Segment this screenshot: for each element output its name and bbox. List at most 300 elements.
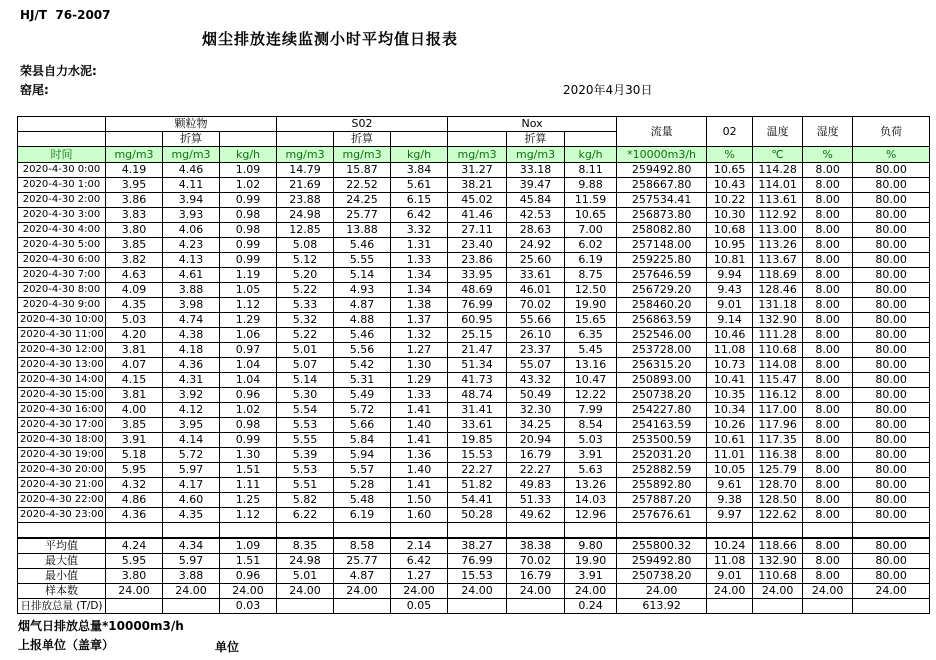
value-cell: 250738.20 — [617, 569, 707, 584]
value-cell: 76.99 — [448, 298, 507, 313]
time-cell: 2020-4-30 4:00 — [18, 223, 106, 238]
table-row — [18, 163, 930, 178]
value-cell: 1.29 — [391, 373, 448, 388]
value-cell: 9.61 — [707, 478, 753, 493]
value-cell: 0.98 — [220, 208, 277, 223]
value-cell: 19.90 — [565, 298, 617, 313]
value-cell: 10.95 — [707, 238, 753, 253]
value-cell: 6.02 — [565, 238, 617, 253]
value-cell: 253500.59 — [617, 433, 707, 448]
value-cell: 13.26 — [565, 478, 617, 493]
unit-cell: mg/m3 — [163, 147, 220, 163]
value-cell: 4.23 — [163, 238, 220, 253]
value-cell: 3.93 — [163, 208, 220, 223]
value-cell: 24.00 — [220, 584, 277, 599]
value-cell: 3.32 — [391, 223, 448, 238]
empty-cell — [803, 523, 853, 539]
value-cell: 117.96 — [753, 418, 803, 433]
value-cell: 80.00 — [853, 343, 930, 358]
value-cell: 4.87 — [334, 298, 391, 313]
value-cell: 5.14 — [334, 268, 391, 283]
value-cell: 10.65 — [565, 208, 617, 223]
summary-label-cell: 平均值 — [18, 538, 106, 554]
value-cell: 1.36 — [391, 448, 448, 463]
value-cell: 5.30 — [277, 388, 334, 403]
empty-cell — [707, 523, 753, 539]
value-cell: 4.35 — [106, 298, 163, 313]
value-cell: 80.00 — [853, 373, 930, 388]
value-cell: 4.46 — [163, 163, 220, 178]
value-cell — [753, 599, 803, 614]
value-cell: 5.61 — [391, 178, 448, 193]
time-cell: 2020-4-30 14:00 — [18, 373, 106, 388]
value-cell: 80.00 — [853, 253, 930, 268]
flue-gas-total-note: 烟气日排放总量*10000m3/h — [18, 619, 184, 633]
table-row — [18, 328, 930, 343]
value-cell — [163, 599, 220, 614]
value-cell: 1.27 — [391, 569, 448, 584]
unit-cell: % — [853, 147, 930, 163]
value-cell: 19.90 — [565, 554, 617, 569]
value-cell: 39.47 — [507, 178, 565, 193]
value-cell: 114.01 — [753, 178, 803, 193]
header-load: 负荷 — [853, 117, 930, 147]
value-cell: 22.52 — [334, 178, 391, 193]
value-cell: 12.96 — [565, 508, 617, 523]
unit-cell: % — [707, 147, 753, 163]
value-cell: 10.30 — [707, 208, 753, 223]
value-cell: 23.37 — [507, 343, 565, 358]
value-cell: 4.11 — [163, 178, 220, 193]
value-cell: 70.02 — [507, 554, 565, 569]
value-cell: 4.74 — [163, 313, 220, 328]
value-cell: 13.16 — [565, 358, 617, 373]
value-cell: 8.00 — [803, 388, 853, 403]
time-cell: 2020-4-30 7:00 — [18, 268, 106, 283]
value-cell: 8.00 — [803, 433, 853, 448]
time-cell: 2020-4-30 3:00 — [18, 208, 106, 223]
value-cell: 118.66 — [753, 538, 803, 554]
table-row — [18, 388, 930, 403]
value-cell: 1.12 — [220, 298, 277, 313]
value-cell: 8.00 — [803, 298, 853, 313]
value-cell: 8.00 — [803, 328, 853, 343]
value-cell: 2.14 — [391, 538, 448, 554]
empty-cell — [277, 523, 334, 539]
value-cell: 9.94 — [707, 268, 753, 283]
value-cell: 5.46 — [334, 328, 391, 343]
value-cell: 5.57 — [334, 463, 391, 478]
table-row — [18, 298, 930, 313]
value-cell: 25.77 — [334, 208, 391, 223]
value-cell: 110.68 — [753, 569, 803, 584]
empty-cell — [163, 523, 220, 539]
empty-cell — [617, 523, 707, 539]
value-cell: 80.00 — [853, 418, 930, 433]
empty-cell — [18, 523, 106, 539]
value-cell: 252031.20 — [617, 448, 707, 463]
value-cell: 1.41 — [391, 478, 448, 493]
value-cell: 4.60 — [163, 493, 220, 508]
value-cell: 76.99 — [448, 554, 507, 569]
value-cell: 33.18 — [507, 163, 565, 178]
value-cell: 21.69 — [277, 178, 334, 193]
value-cell: 25.77 — [334, 554, 391, 569]
time-cell: 2020-4-30 1:00 — [18, 178, 106, 193]
value-cell: 255892.80 — [617, 478, 707, 493]
value-cell: 5.84 — [334, 433, 391, 448]
time-cell: 2020-4-30 16:00 — [18, 403, 106, 418]
value-cell — [334, 599, 391, 614]
unit-cell: mg/m3 — [448, 147, 507, 163]
summary-row — [18, 569, 930, 584]
value-cell: 1.12 — [220, 508, 277, 523]
value-cell: 4.06 — [163, 223, 220, 238]
unit-cell: mg/m3 — [507, 147, 565, 163]
value-cell: 42.53 — [507, 208, 565, 223]
value-cell: 4.93 — [334, 283, 391, 298]
value-cell: 4.36 — [163, 358, 220, 373]
value-cell: 24.25 — [334, 193, 391, 208]
value-cell: 113.61 — [753, 193, 803, 208]
value-cell: 10.41 — [707, 373, 753, 388]
value-cell: 3.88 — [163, 283, 220, 298]
kiln-label: 窑尾: — [20, 83, 49, 97]
value-cell: 8.00 — [803, 163, 853, 178]
value-cell: 50.49 — [507, 388, 565, 403]
value-cell: 9.14 — [707, 313, 753, 328]
time-cell: 2020-4-30 17:00 — [18, 418, 106, 433]
value-cell: 9.01 — [707, 298, 753, 313]
value-cell: 1.02 — [220, 403, 277, 418]
value-cell: 0.98 — [220, 223, 277, 238]
value-cell: 113.67 — [753, 253, 803, 268]
value-cell: 80.00 — [853, 403, 930, 418]
value-cell: 1.51 — [220, 463, 277, 478]
value-cell: 113.26 — [753, 238, 803, 253]
value-cell: 80.00 — [853, 478, 930, 493]
value-cell: 8.00 — [803, 418, 853, 433]
empty-cell — [753, 523, 803, 539]
value-cell: 8.00 — [803, 208, 853, 223]
value-cell: 80.00 — [853, 298, 930, 313]
value-cell: 0.99 — [220, 193, 277, 208]
value-cell: 5.22 — [277, 283, 334, 298]
company-label: 荣县自力水泥: — [20, 64, 97, 78]
value-cell: 8.00 — [803, 463, 853, 478]
value-cell: 10.68 — [707, 223, 753, 238]
value-cell: 15.87 — [334, 163, 391, 178]
value-cell: 1.25 — [220, 493, 277, 508]
value-cell: 0.96 — [220, 569, 277, 584]
value-cell: 49.62 — [507, 508, 565, 523]
empty-cell — [220, 523, 277, 539]
value-cell: 0.05 — [391, 599, 448, 614]
time-cell: 2020-4-30 0:00 — [18, 163, 106, 178]
empty-cell — [507, 523, 565, 539]
value-cell: 24.00 — [106, 584, 163, 599]
time-header: 时间 — [18, 147, 106, 163]
value-cell: 1.09 — [220, 163, 277, 178]
value-cell: 55.07 — [507, 358, 565, 373]
value-cell: 1.40 — [391, 463, 448, 478]
value-cell: 1.19 — [220, 268, 277, 283]
value-cell: 20.94 — [507, 433, 565, 448]
value-cell: 8.00 — [803, 253, 853, 268]
value-cell: 80.00 — [853, 538, 930, 554]
value-cell: 10.22 — [707, 193, 753, 208]
value-cell: 257676.61 — [617, 508, 707, 523]
value-cell: 3.82 — [106, 253, 163, 268]
time-cell: 2020-4-30 10:00 — [18, 313, 106, 328]
value-cell: 10.65 — [707, 163, 753, 178]
value-cell: 38.21 — [448, 178, 507, 193]
value-cell: 5.94 — [334, 448, 391, 463]
value-cell: 4.86 — [106, 493, 163, 508]
value-cell: 252882.59 — [617, 463, 707, 478]
value-cell: 80.00 — [853, 493, 930, 508]
value-cell: 8.00 — [803, 403, 853, 418]
value-cell: 1.32 — [391, 328, 448, 343]
value-cell: 8.00 — [803, 193, 853, 208]
value-cell: 10.05 — [707, 463, 753, 478]
value-cell: 118.69 — [753, 268, 803, 283]
value-cell: 6.35 — [565, 328, 617, 343]
value-cell: 80.00 — [853, 554, 930, 569]
value-cell: 5.95 — [106, 554, 163, 569]
time-cell: 2020-4-30 15:00 — [18, 388, 106, 403]
value-cell: 5.39 — [277, 448, 334, 463]
value-cell: 4.18 — [163, 343, 220, 358]
value-cell: 5.03 — [106, 313, 163, 328]
value-cell: 5.20 — [277, 268, 334, 283]
value-cell: 6.42 — [391, 208, 448, 223]
table-row — [18, 403, 930, 418]
value-cell: 5.97 — [163, 463, 220, 478]
value-cell: 23.86 — [448, 253, 507, 268]
value-cell: 8.54 — [565, 418, 617, 433]
value-cell: 4.13 — [163, 253, 220, 268]
value-cell: 80.00 — [853, 508, 930, 523]
page-title: 烟尘排放连续监测小时平均值日报表 — [201, 30, 458, 48]
value-cell: 1.51 — [220, 554, 277, 569]
value-cell: 1.41 — [391, 403, 448, 418]
value-cell: 6.42 — [391, 554, 448, 569]
value-cell: 60.95 — [448, 313, 507, 328]
value-cell: 8.00 — [803, 554, 853, 569]
table-row — [18, 268, 930, 283]
value-cell: 8.00 — [803, 238, 853, 253]
time-cell: 2020-4-30 12:00 — [18, 343, 106, 358]
value-cell: 0.99 — [220, 433, 277, 448]
value-cell: 80.00 — [853, 388, 930, 403]
value-cell: 1.11 — [220, 478, 277, 493]
value-cell: 80.00 — [853, 328, 930, 343]
value-cell: 4.15 — [106, 373, 163, 388]
value-cell: 4.07 — [106, 358, 163, 373]
value-cell: 15.53 — [448, 448, 507, 463]
value-cell: 41.46 — [448, 208, 507, 223]
value-cell: 13.88 — [334, 223, 391, 238]
time-cell: 2020-4-30 5:00 — [18, 238, 106, 253]
value-cell: 32.30 — [507, 403, 565, 418]
value-cell: 5.56 — [334, 343, 391, 358]
value-cell: 0.99 — [220, 238, 277, 253]
value-cell: 23.88 — [277, 193, 334, 208]
time-cell: 2020-4-30 18:00 — [18, 433, 106, 448]
value-cell: 24.00 — [448, 584, 507, 599]
standard-code: HJ/T 76-2007 — [20, 8, 111, 22]
value-cell: 1.37 — [391, 313, 448, 328]
value-cell: 3.85 — [106, 238, 163, 253]
value-cell: 80.00 — [853, 463, 930, 478]
value-cell: 80.00 — [853, 313, 930, 328]
value-cell: 8.00 — [803, 178, 853, 193]
value-cell — [507, 599, 565, 614]
value-cell: 0.24 — [565, 599, 617, 614]
summary-row — [18, 599, 930, 614]
value-cell: 26.10 — [507, 328, 565, 343]
value-cell: 8.00 — [803, 343, 853, 358]
value-cell: 3.95 — [163, 418, 220, 433]
summary-row — [18, 538, 930, 554]
converted-header: 折算 — [163, 132, 220, 147]
value-cell: 80.00 — [853, 208, 930, 223]
value-cell: 4.24 — [106, 538, 163, 554]
value-cell: 25.15 — [448, 328, 507, 343]
value-cell — [853, 599, 930, 614]
value-cell: 4.88 — [334, 313, 391, 328]
value-cell: 33.61 — [448, 418, 507, 433]
value-cell: 5.53 — [277, 418, 334, 433]
header-o2: 02 — [707, 117, 753, 147]
value-cell: 4.34 — [163, 538, 220, 554]
value-cell: 4.87 — [334, 569, 391, 584]
value-cell: 34.25 — [507, 418, 565, 433]
value-cell: 10.35 — [707, 388, 753, 403]
value-cell: 258460.20 — [617, 298, 707, 313]
value-cell: 3.85 — [106, 418, 163, 433]
value-cell: 255800.32 — [617, 538, 707, 554]
value-cell: 4.19 — [106, 163, 163, 178]
value-cell: 1.38 — [391, 298, 448, 313]
value-cell: 0.97 — [220, 343, 277, 358]
value-cell: 45.84 — [507, 193, 565, 208]
value-cell: 4.17 — [163, 478, 220, 493]
value-cell: 132.90 — [753, 313, 803, 328]
value-cell: 8.75 — [565, 268, 617, 283]
value-cell: 33.95 — [448, 268, 507, 283]
table-body — [18, 163, 930, 614]
value-cell — [803, 599, 853, 614]
value-cell: 113.00 — [753, 223, 803, 238]
value-cell: 4.00 — [106, 403, 163, 418]
unit-header-row — [18, 147, 930, 163]
value-cell: 5.63 — [565, 463, 617, 478]
value-cell: 5.45 — [565, 343, 617, 358]
group-header-particulate: 颗粒物 — [106, 117, 277, 132]
value-cell: 80.00 — [853, 193, 930, 208]
unit-cell: kg/h — [220, 147, 277, 163]
value-cell: 19.85 — [448, 433, 507, 448]
value-cell: 1.50 — [391, 493, 448, 508]
value-cell: 257534.41 — [617, 193, 707, 208]
value-cell: 21.47 — [448, 343, 507, 358]
value-cell: 10.24 — [707, 538, 753, 554]
value-cell: 80.00 — [853, 163, 930, 178]
value-cell: 257646.59 — [617, 268, 707, 283]
summary-label-cell: 日排放总量 (T/D) — [18, 599, 106, 614]
value-cell: 48.74 — [448, 388, 507, 403]
summary-label-cell: 样本数 — [18, 584, 106, 599]
value-cell: 254227.80 — [617, 403, 707, 418]
value-cell: 25.60 — [507, 253, 565, 268]
value-cell: 5.51 — [277, 478, 334, 493]
value-cell: 116.38 — [753, 448, 803, 463]
value-cell: 24.00 — [163, 584, 220, 599]
time-cell: 2020-4-30 2:00 — [18, 193, 106, 208]
value-cell: 9.43 — [707, 283, 753, 298]
value-cell: 1.27 — [391, 343, 448, 358]
empty-cell — [106, 132, 163, 147]
value-cell: 10.61 — [707, 433, 753, 448]
value-cell: 5.01 — [277, 343, 334, 358]
value-cell: 80.00 — [853, 283, 930, 298]
value-cell: 1.33 — [391, 253, 448, 268]
value-cell: 80.00 — [853, 268, 930, 283]
header-humidity: 湿度 — [803, 117, 853, 147]
value-cell: 0.99 — [220, 253, 277, 268]
value-cell: 5.22 — [277, 328, 334, 343]
table-row — [18, 283, 930, 298]
value-cell: 1.06 — [220, 328, 277, 343]
value-cell: 110.68 — [753, 343, 803, 358]
value-cell: 5.72 — [334, 403, 391, 418]
value-cell: 11.59 — [565, 193, 617, 208]
value-cell — [106, 599, 163, 614]
summary-row — [18, 584, 930, 599]
summary-label-cell: 最小值 — [18, 569, 106, 584]
value-cell: 131.18 — [753, 298, 803, 313]
value-cell: 5.82 — [277, 493, 334, 508]
value-cell: 14.79 — [277, 163, 334, 178]
value-cell: 3.83 — [106, 208, 163, 223]
unit-cell: kg/h — [565, 147, 617, 163]
value-cell: 24.98 — [277, 554, 334, 569]
value-cell: 3.86 — [106, 193, 163, 208]
value-cell: 80.00 — [853, 178, 930, 193]
value-cell: 259492.80 — [617, 554, 707, 569]
value-cell: 8.00 — [803, 508, 853, 523]
corner-cell — [18, 117, 106, 132]
value-cell: 49.83 — [507, 478, 565, 493]
value-cell: 116.12 — [753, 388, 803, 403]
converted-header: 折算 — [334, 132, 391, 147]
value-cell: 4.09 — [106, 283, 163, 298]
value-cell: 51.33 — [507, 493, 565, 508]
converted-header: 折算 — [507, 132, 565, 147]
empty-cell — [106, 523, 163, 539]
value-cell: 128.46 — [753, 283, 803, 298]
value-cell: 1.30 — [391, 358, 448, 373]
value-cell: 5.28 — [334, 478, 391, 493]
value-cell: 41.73 — [448, 373, 507, 388]
report-table — [17, 116, 930, 614]
unit-label: 单位 — [215, 640, 240, 654]
value-cell: 80.00 — [853, 433, 930, 448]
table-row — [18, 478, 930, 493]
value-cell: 3.88 — [163, 569, 220, 584]
